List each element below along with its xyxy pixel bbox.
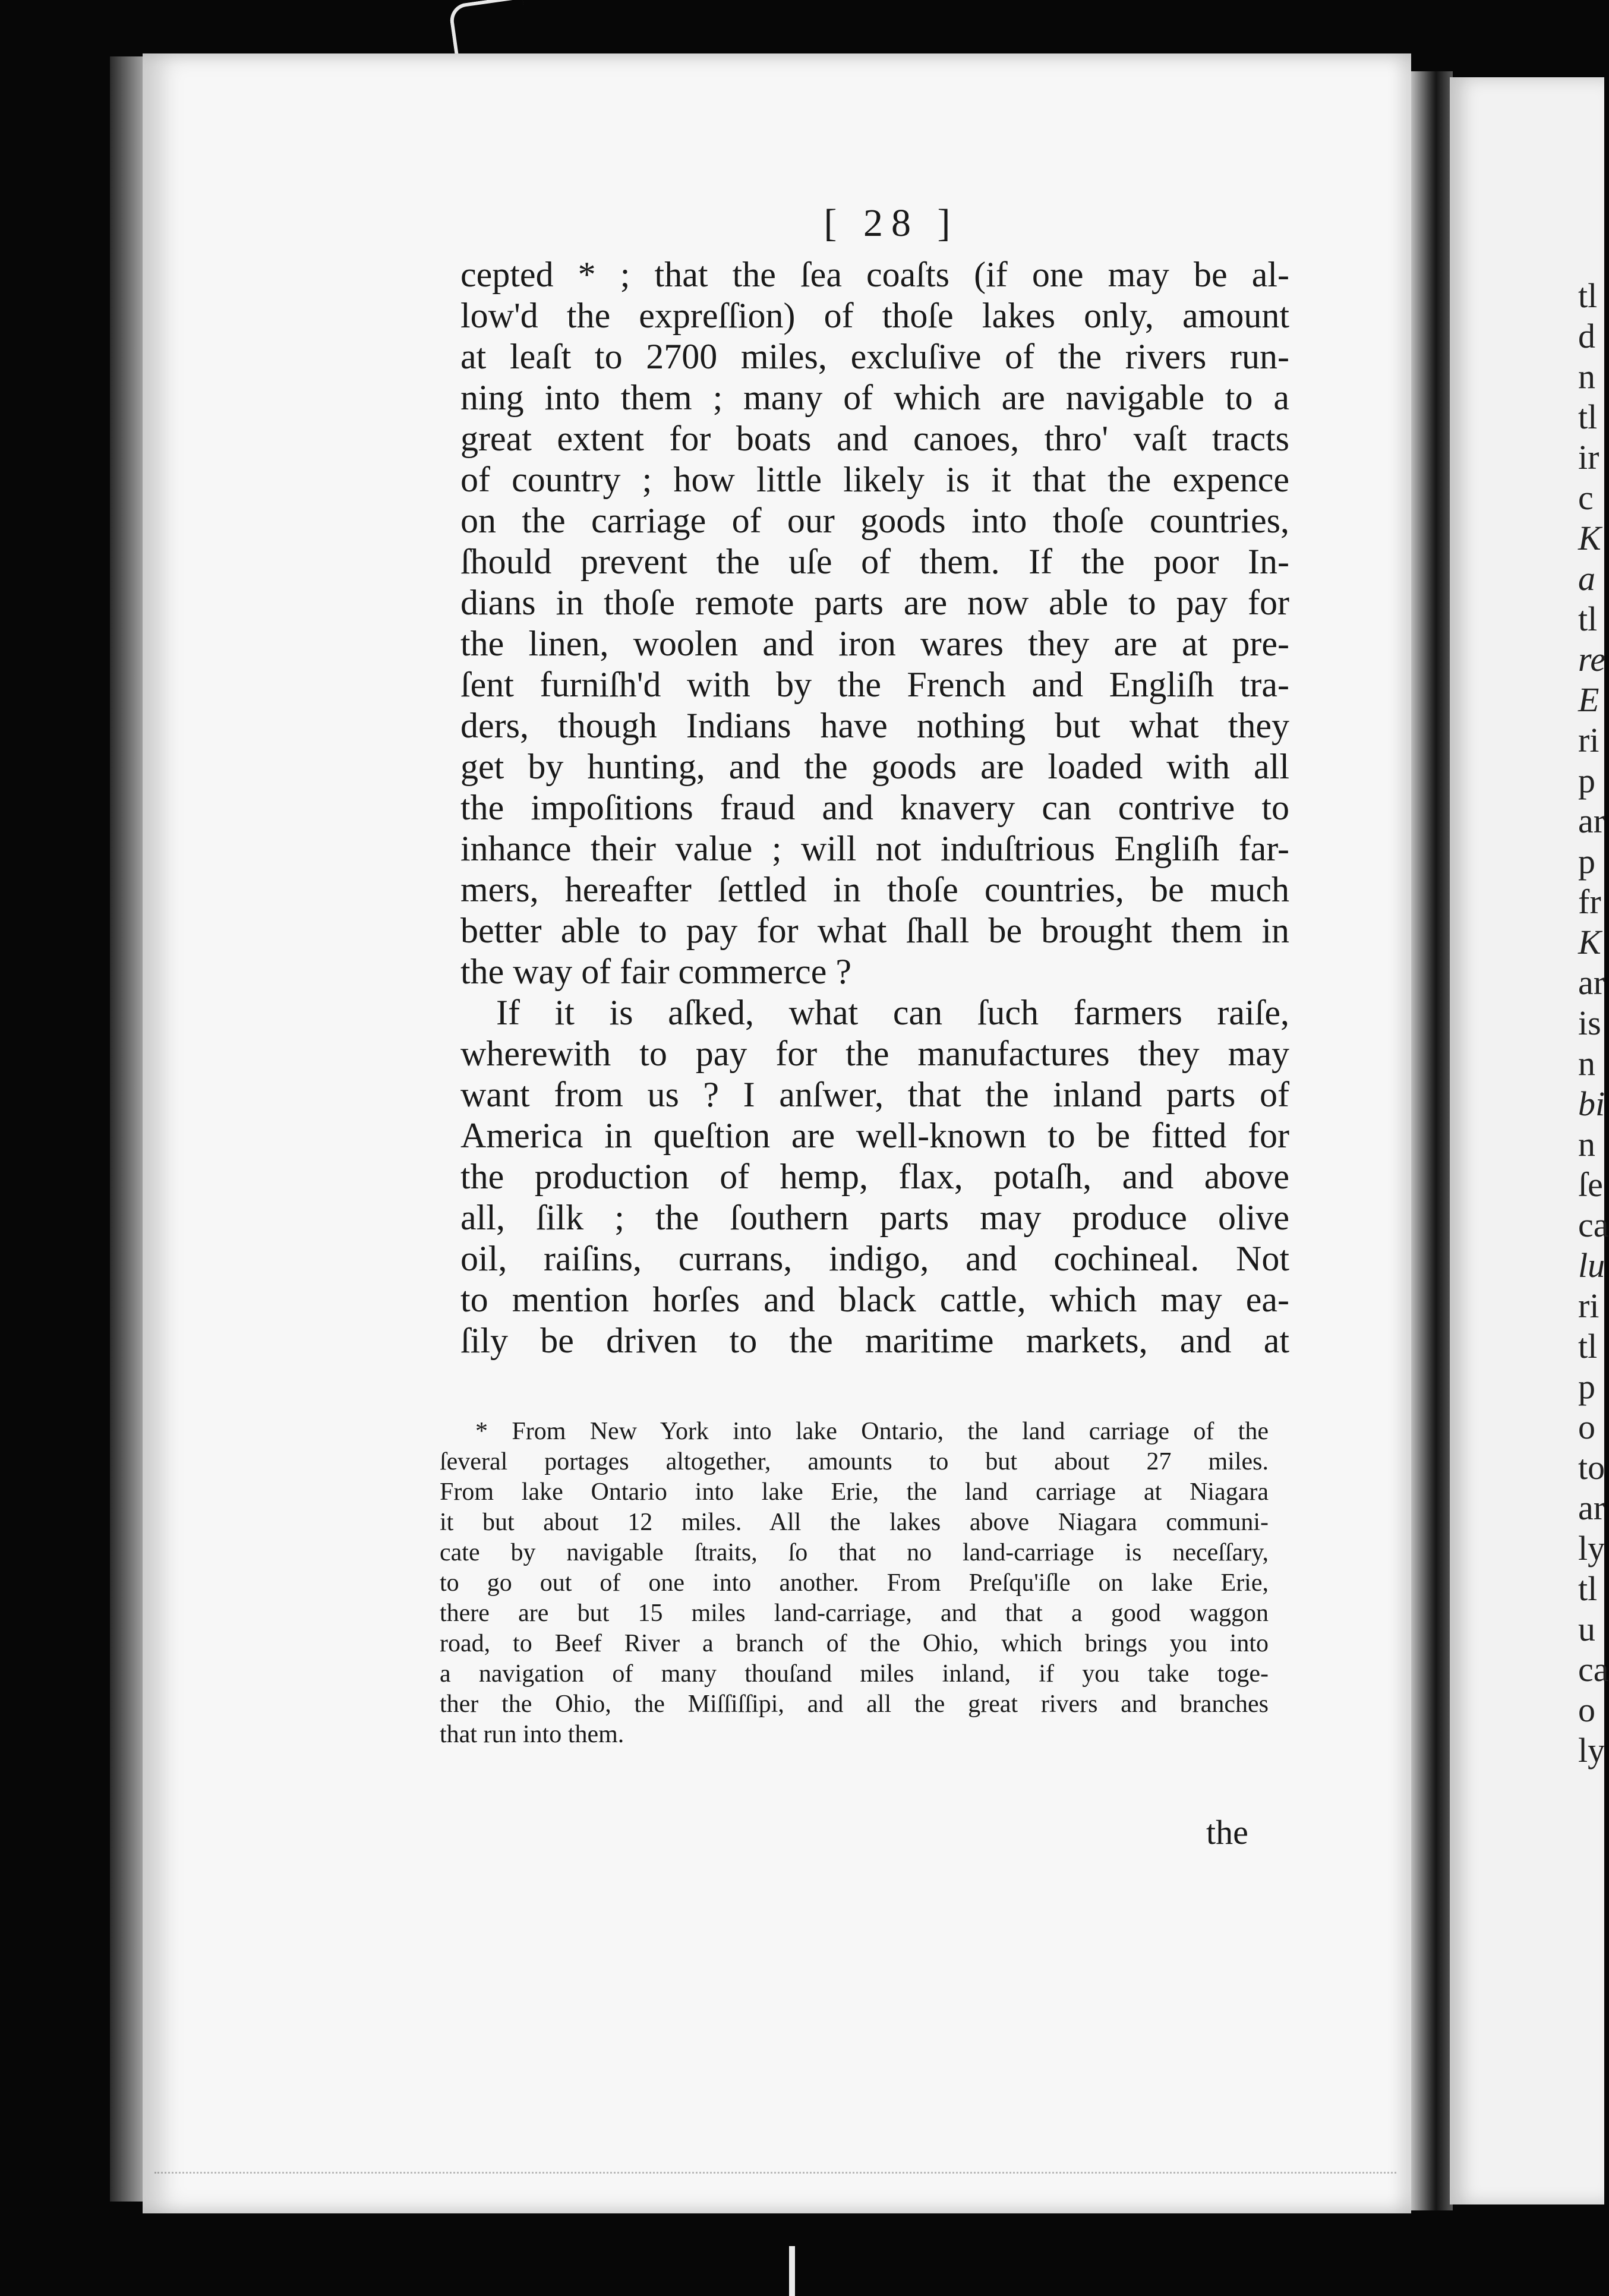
footnote-line: From lake Ontario into lake Erie, the land carriage at Niagara	[440, 1478, 1269, 1506]
book-edge	[110, 56, 146, 2202]
facing-fragment: re	[1578, 640, 1606, 679]
facing-fragment: o	[1578, 1408, 1595, 1446]
scan-clip-mark	[789, 2246, 795, 2296]
facing-fragment: fr	[1578, 882, 1601, 921]
body-line: to mention horſes and black cattle, which may ea-	[460, 1280, 1289, 1319]
footnote-line: a navigation of many thouſand miles inland, if you take toge-	[440, 1660, 1269, 1688]
facing-fragment: o	[1578, 1691, 1595, 1729]
body-line: better able to pay for what ſhall be brought them in	[460, 911, 1289, 950]
footnote-line: * From New York into lake Ontario, the land carriage of the	[475, 1418, 1269, 1445]
facing-fragment: ar	[1578, 802, 1605, 840]
footnote-line: that run into them.	[440, 1721, 624, 1748]
facing-fragment: ca	[1578, 1650, 1609, 1689]
ribbon-marker	[448, 0, 530, 62]
facing-fragment: c	[1578, 478, 1594, 517]
facing-fragment: tl	[1578, 1327, 1598, 1365]
body-line: If it is aſked, what can ſuch farmers raiſe,	[496, 993, 1289, 1032]
body-line: ſhould prevent the uſe of them. If the poor In-	[460, 542, 1289, 581]
body-line: the production of hemp, flax, potaſh, and above	[460, 1157, 1289, 1196]
facing-fragment: is	[1578, 1004, 1601, 1042]
footnote-line: ther the Ohio, the Miſſiſſipi, and all the great rivers and branches	[440, 1691, 1269, 1718]
body-line: ning into them ; many of which are navigable to a	[460, 378, 1289, 417]
facing-fragment: E	[1578, 680, 1599, 719]
binding-gutter	[1411, 71, 1453, 2210]
facing-fragment: n	[1578, 1044, 1595, 1083]
body-line: oil, raiſins, currans, indigo, and cochineal. Not	[460, 1239, 1289, 1278]
facing-fragment: a	[1578, 559, 1595, 598]
footnote-line: ſeveral portages altogether, amounts to but about 27 miles.	[440, 1448, 1269, 1475]
body-line: dians in thoſe remote parts are now able to pay for	[460, 583, 1289, 622]
body-line: ſent furniſh'd with by the French and Engliſh tra-	[460, 665, 1289, 704]
body-line: ſily be driven to the maritime markets, and at	[460, 1321, 1289, 1360]
facing-fragment: lu	[1578, 1246, 1605, 1285]
catchword: the	[1206, 1813, 1248, 1852]
facing-fragment: tl	[1578, 398, 1598, 436]
facing-fragment: p	[1578, 1367, 1595, 1406]
facing-fragment: K	[1578, 519, 1601, 557]
page-number: [ 28 ]	[824, 201, 959, 245]
body-line: the linen, woolen and iron wares they are at pre-	[460, 624, 1289, 663]
body-line: mers, hereafter ſettled in thoſe countries, be much	[460, 870, 1289, 909]
body-line: at leaſt to 2700 miles, excluſive of the rivers run-	[460, 337, 1289, 376]
facing-fragment: to	[1578, 1448, 1605, 1487]
facing-fragment: n	[1578, 357, 1595, 396]
facing-fragment: tl	[1578, 1569, 1598, 1608]
facing-fragment: u	[1578, 1610, 1595, 1648]
body-line: of country ; how little likely is it that the expence	[460, 460, 1289, 499]
facing-fragment: ar	[1578, 1488, 1605, 1527]
body-line: inhance their value ; will not induſtrious Engliſh far-	[460, 829, 1289, 868]
facing-fragment: ly	[1578, 1731, 1605, 1770]
facing-fragment: ri	[1578, 1286, 1599, 1325]
body-line: cepted * ; that the ſea coaſts (if one may be al-	[460, 255, 1289, 294]
facing-fragment: p	[1578, 761, 1595, 800]
footnote-line: road, to Beef River a branch of the Ohio, which brings you into	[440, 1630, 1269, 1657]
facing-fragment: ca	[1578, 1206, 1609, 1244]
footnote-line: cate by navigable ſtraits, ſo that no land-carriage is neceſſary,	[440, 1539, 1269, 1566]
footnote-line: to go out of one into another. From Preſqu'iſle on lake Erie,	[440, 1569, 1269, 1597]
body-line: America in queſtion are well-known to be fitted for	[460, 1116, 1289, 1155]
facing-fragment: ir	[1578, 438, 1599, 477]
facing-fragment: d	[1578, 317, 1595, 355]
body-line: ders, though Indians have nothing but what they	[460, 706, 1289, 745]
facing-fragment: p	[1578, 842, 1595, 881]
facing-fragment: n	[1578, 1125, 1595, 1163]
facing-fragment: tl	[1578, 600, 1598, 638]
body-line: want from us ? I anſwer, that the inland parts of	[460, 1075, 1289, 1114]
footnote-line: there are but 15 miles land-carriage, and that a good waggon	[440, 1600, 1269, 1627]
body-line: on the carriage of our goods into thoſe countries,	[460, 501, 1289, 540]
facing-fragment: tl	[1578, 276, 1598, 315]
facing-fragment: ſe	[1578, 1165, 1603, 1204]
body-line: the way of fair commerce ?	[460, 952, 851, 991]
body-line: get by hunting, and the goods are loaded with all	[460, 747, 1289, 786]
facing-fragment: K	[1578, 923, 1601, 961]
body-line: great extent for boats and canoes, thro' vaſt tracts	[460, 419, 1289, 458]
facing-fragment: ly	[1578, 1529, 1605, 1568]
body-line: the impoſitions fraud and knavery can contrive to	[460, 788, 1289, 827]
footnote-line: it but about 12 miles. All the lakes above Niagara communi-	[440, 1509, 1269, 1536]
facing-fragment: ar	[1578, 963, 1605, 1002]
body-line: wherewith to pay for the manufactures they may	[460, 1034, 1289, 1073]
body-line: low'd the expreſſion) of thoſe lakes only, amount	[460, 296, 1289, 335]
body-line: all, ſilk ; the ſouthern parts may produce olive	[460, 1198, 1289, 1237]
facing-fragment: bi	[1578, 1084, 1605, 1123]
page-bottom-edge	[154, 2154, 1396, 2174]
facing-fragment: ri	[1578, 721, 1599, 759]
